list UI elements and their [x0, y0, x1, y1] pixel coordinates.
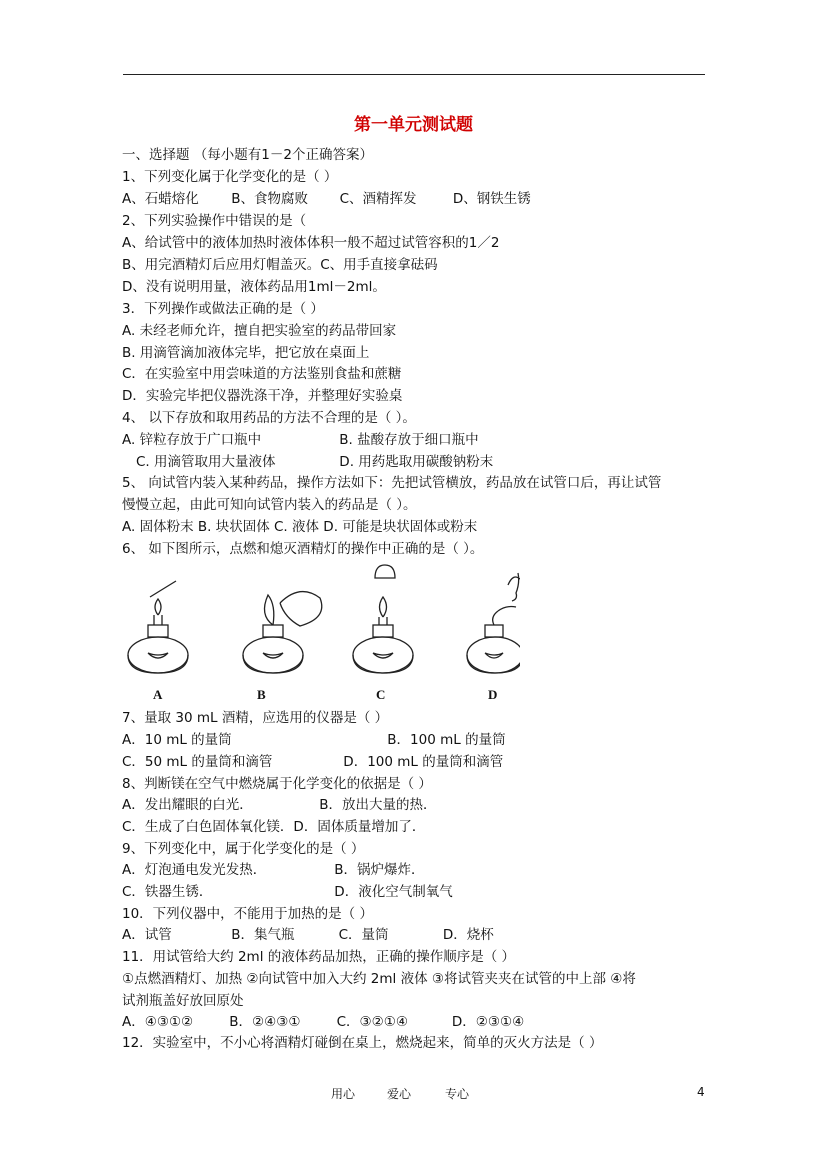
q9-option-a: A．灯泡通电发光发热．	[122, 862, 267, 878]
page-number: 4	[697, 1085, 705, 1099]
q4-options-ab	[122, 431, 479, 449]
q7-option-c: C．50 mL 的量筒和滴管	[122, 754, 273, 770]
q9-option-d: D．液化空气制氧气	[334, 884, 453, 900]
q11-stem: 11．用试管给大约 2ml 的液体药品加热，正确的操作顺序是（ ）	[122, 949, 516, 965]
q11-line3: 试剂瓶盖好放回原处	[122, 993, 244, 1009]
q7-options-ab	[122, 731, 506, 749]
q10-options	[122, 926, 494, 944]
q9-options-cd	[122, 883, 453, 901]
q1-options	[122, 190, 531, 208]
q3-option-a: A. 未经老师允许，擅自把实验室的药品带回家	[122, 323, 397, 339]
q2-option-d: D、没有说明用量，液体药品用1ml－2ml。	[122, 279, 386, 295]
q8-stem: 8、判断镁在空气中燃烧属于化学变化的依据是（ ）	[122, 776, 432, 792]
q8-option-b: B．放出大量的热．	[319, 797, 437, 813]
q7-option-d: D．100 mL 的量筒和滴管	[343, 754, 504, 770]
q3-option-b: B. 用滴管滴加液体完毕，把它放在桌面上	[122, 345, 370, 361]
q9-options-ab	[122, 861, 425, 879]
q3-option-c: C．在实验室中用尝味道的方法鉴别食盐和蔗糖	[122, 366, 402, 382]
header-rule	[123, 74, 705, 75]
q1-stem: 1、下列变化属于化学变化的是（ ）	[122, 169, 338, 185]
q7-option-b: B．100 mL 的量筒	[387, 732, 506, 748]
lamp-a-icon	[128, 581, 188, 673]
q11-option-a: A．④③①②	[122, 1014, 194, 1030]
q2-option-a: A、给试管中的液体加热时液体体积一般不超过试管容积的1／2	[122, 235, 500, 251]
q1-option-a: A、石蜡熔化	[122, 191, 199, 207]
q3-stem: 3．下列操作或做法正确的是（ ）	[122, 301, 324, 317]
q9-stem: 9、下列变化中，属于化学变化的是（ ）	[122, 841, 365, 857]
q4-option-b: B. 盐酸存放于细口瓶中	[339, 432, 479, 448]
lamp-b-icon	[243, 592, 322, 673]
q4-stem: 4、 以下存放和取用药品的方法不合理的是（ ）。	[122, 410, 416, 426]
alcohol-lamp-figure	[120, 555, 520, 710]
q9-option-b: B．锅炉爆炸．	[334, 862, 425, 878]
q11-option-c: C．③②①④	[336, 1014, 408, 1030]
section-heading: 一、选择题 （每小题有1－2个正确答案）	[122, 147, 373, 163]
q4-option-d: D. 用药匙取用碳酸钠粉末	[339, 454, 494, 470]
q3-option-d: D．实验完毕把仪器洗涤干净，并整理好实验桌	[122, 388, 403, 404]
q10-option-d: D．烧杯	[442, 927, 494, 943]
q7-options-cd	[122, 753, 503, 771]
figure-label-c: C	[376, 687, 386, 702]
q2-option-bc: B、用完酒精灯后应用灯帽盖灭。C、用手直接拿砝码	[122, 257, 438, 273]
q11-option-d: D．②③①④	[451, 1014, 525, 1030]
q11-options	[122, 1013, 524, 1031]
lamp-d-icon	[467, 573, 520, 673]
q1-option-d: D、钢铁生锈	[452, 191, 531, 207]
q4-options-cd	[136, 453, 493, 471]
q4-option-a: A. 锌粒存放于广口瓶中	[122, 432, 262, 448]
q11-line2: ①点燃酒精灯、加热 ②向试管中加入大约 2ml 液体 ③将试管夹夹在试管的中上部 ④将	[122, 971, 636, 987]
q1-option-b: B、食物腐败	[231, 191, 309, 207]
footer-item-2: 爱心	[387, 1087, 412, 1101]
q5-stem-line1: 5、 向试管内装入某种药品，操作方法如下：先把试管横放，药品放在试管口后，再让试管	[122, 475, 662, 491]
q10-option-b: B．集气瓶	[231, 927, 295, 943]
q8-options-cd: C．生成了白色固体氧化镁．D．固体质量增加了．	[122, 819, 426, 835]
q1-option-c: C、酒精挥发	[339, 191, 417, 207]
figure-label-d: D	[488, 687, 498, 702]
q11-option-b: B．②④③①	[229, 1014, 301, 1030]
figure-label-b: B	[257, 687, 266, 702]
footer-item-3: 专心	[445, 1087, 470, 1101]
q10-option-a: A．试管	[122, 927, 172, 943]
q8-options-ab	[122, 796, 437, 814]
page-title: 第一单元测试题	[354, 115, 473, 135]
q5-options: A. 固体粉末 B. 块状固体 C. 液体 D. 可能是块状固体或粉末	[122, 519, 478, 535]
lamp-c-icon	[353, 597, 413, 673]
q12-stem: 12．实验室中，不小心将酒精灯碰倒在桌上，燃烧起来，简单的灭火方法是（ ）	[122, 1035, 603, 1051]
footer-item-1: 用心	[331, 1087, 356, 1101]
q9-option-c: C．铁器生锈．	[122, 884, 213, 900]
q10-stem: 10．下列仪器中，不能用于加热的是（ ）	[122, 906, 373, 922]
figure-label-a: A	[153, 687, 163, 702]
q6-stem: 6、 如下图所示，点燃和熄灭酒精灯的操作中正确的是（ ）。	[122, 541, 484, 557]
q5-stem-line2: 慢慢立起，由此可知向试管内装入的药品是（ ）。	[122, 497, 417, 513]
q2-stem: 2、下列实验操作中错误的是（	[122, 213, 307, 229]
lamp-cap-icon	[375, 565, 395, 578]
q10-option-c: C．量筒	[338, 927, 389, 943]
q8-option-a: A．发出耀眼的白光．	[122, 797, 253, 813]
q7-stem: 7、量取 30 mL 酒精，应选用的仪器是（ ）	[122, 710, 389, 726]
q4-option-c: C. 用滴管取用大量液体	[136, 454, 276, 470]
q7-option-a: A．10 mL 的量筒	[122, 732, 232, 748]
